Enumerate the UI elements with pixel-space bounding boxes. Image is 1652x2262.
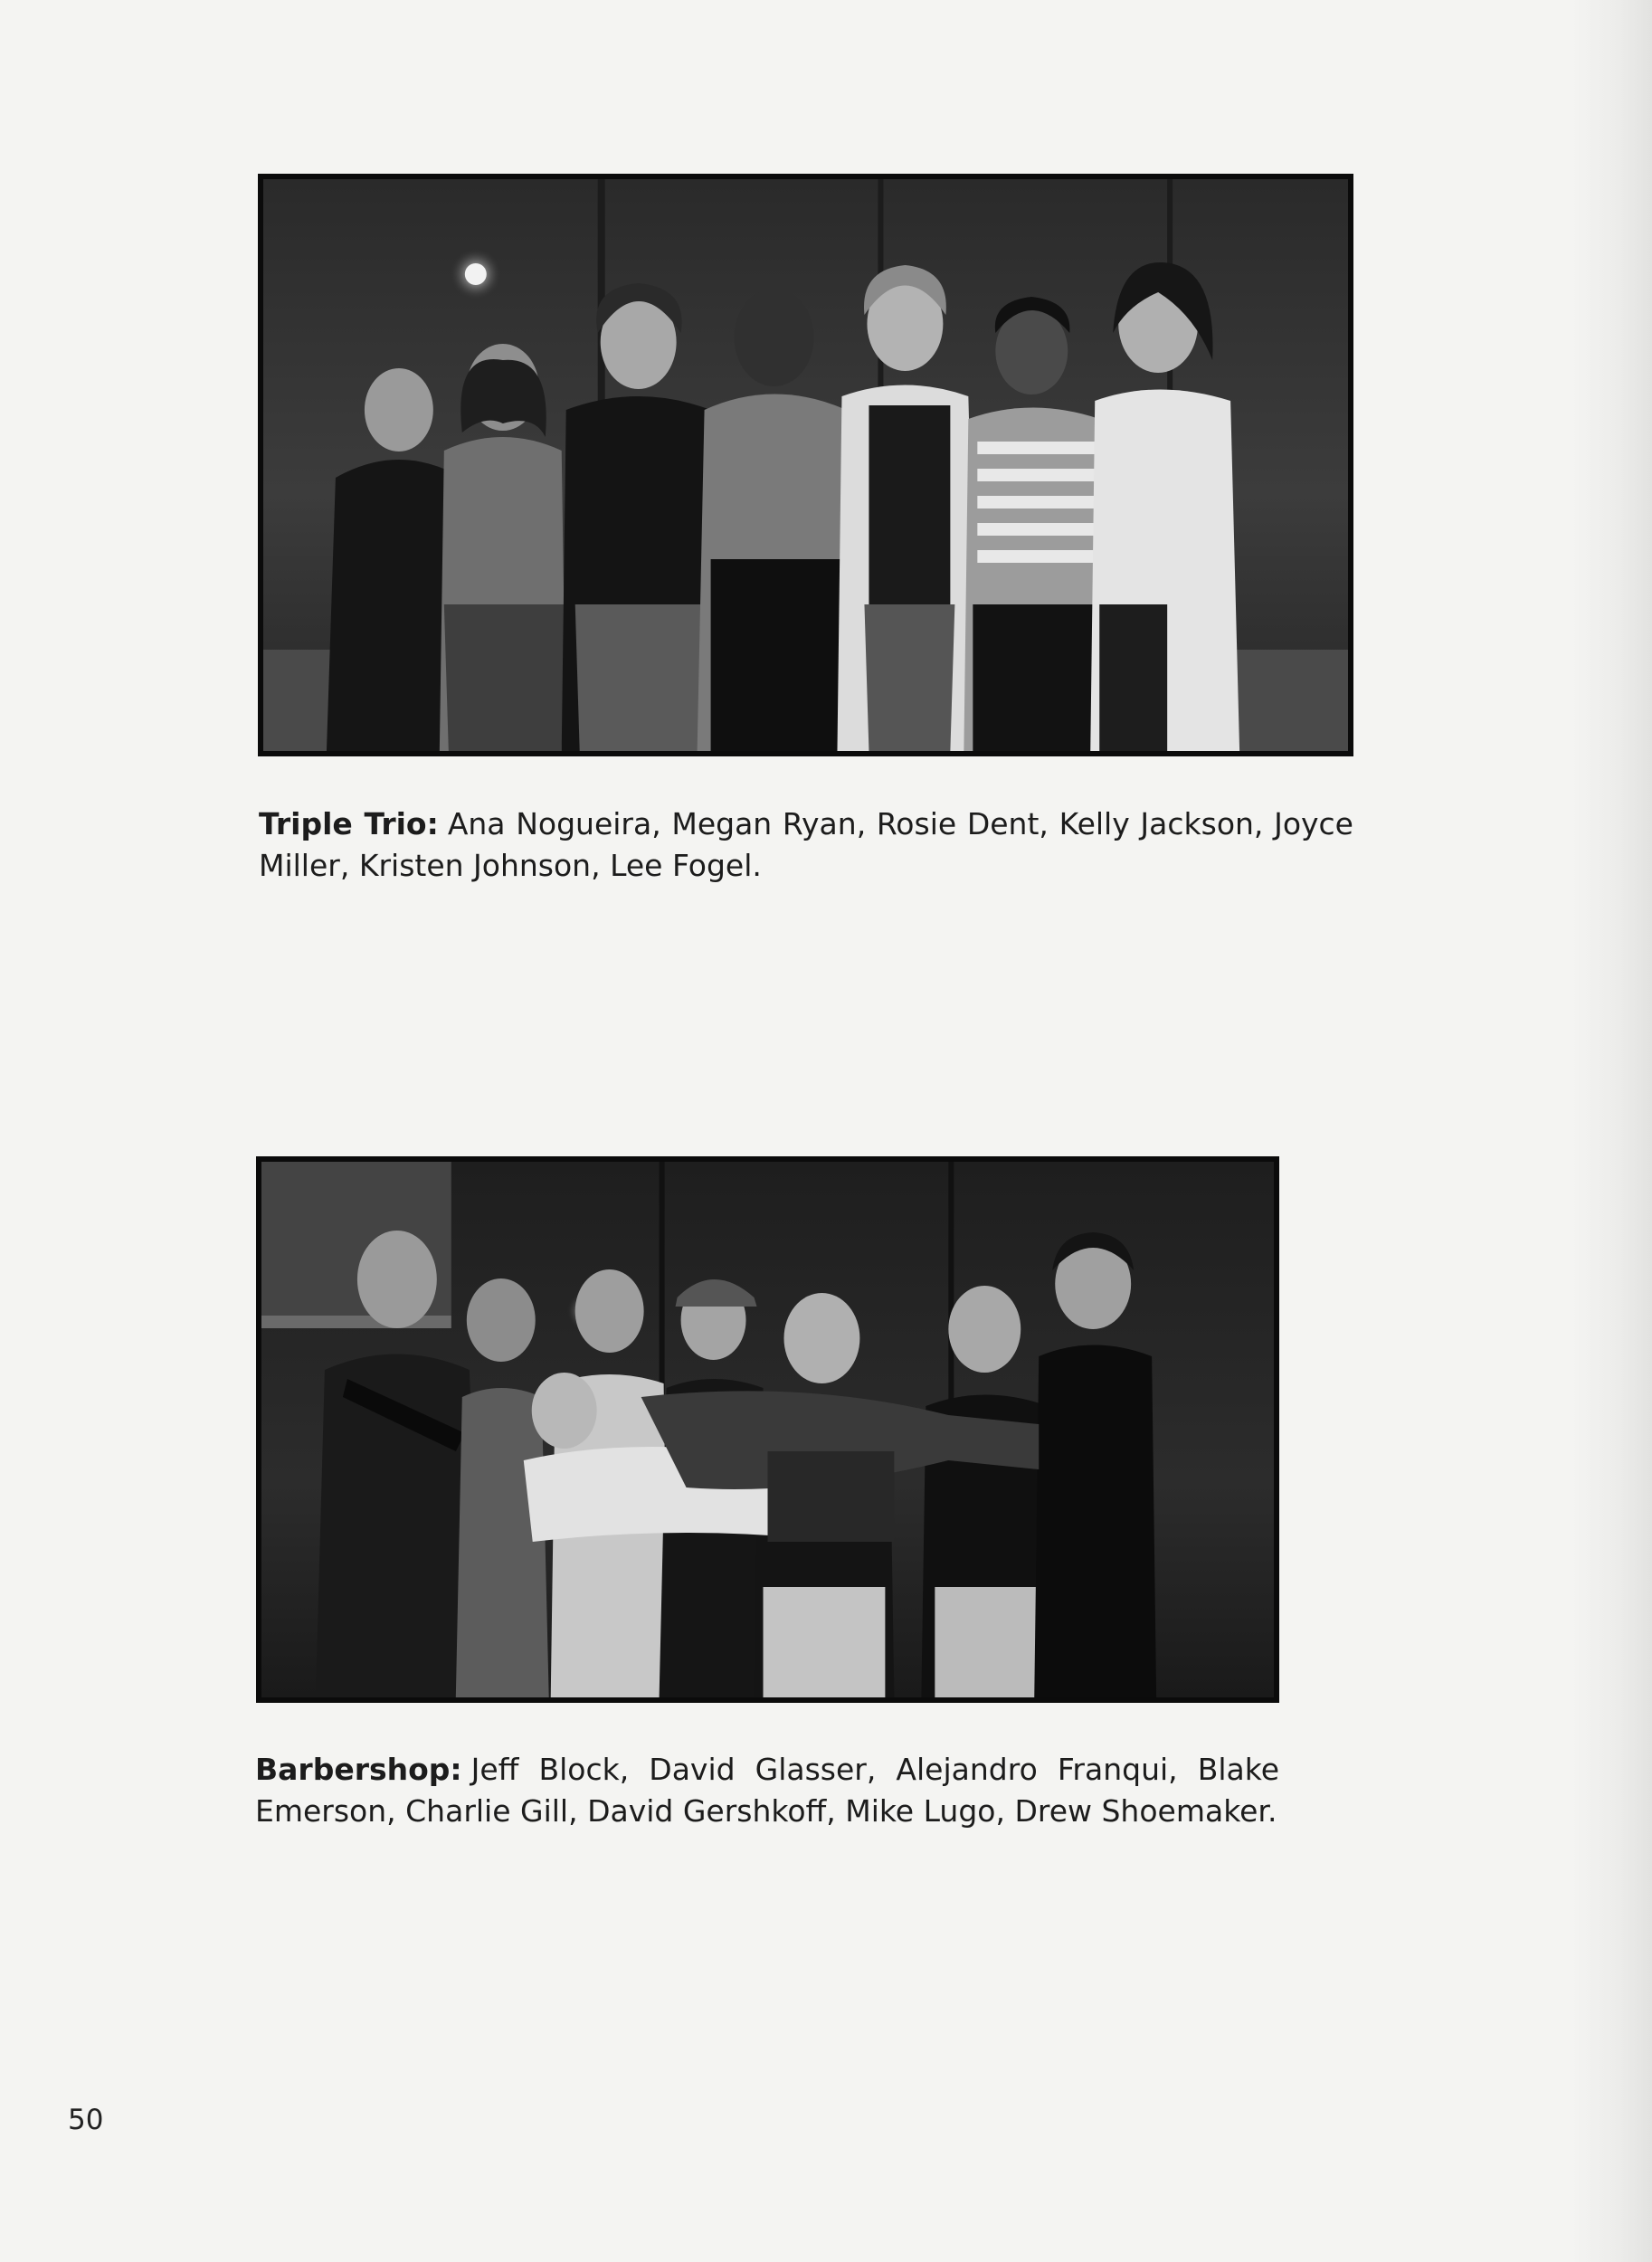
triple-trio-photo-image [263, 179, 1348, 751]
page-edge-shadow [1571, 0, 1652, 2262]
triple-trio-caption [259, 803, 1353, 887]
caption-group-members: Ana Nogueira, Megan Ryan, Rosie Dent, Kelly Jackson, Joyce Miller, Kristen Johnson, Lee Fogel. [259, 806, 1353, 883]
caption-group-members: Jeff Block, David Glasser, Alejandro Franqui, Blake Emerson, Charlie Gill, David Gershkoff, Mike Lugo, Drew Shoemaker. [255, 1752, 1279, 1829]
caption-group-title: Barbershop: [255, 1752, 462, 1787]
barbershop-photo [256, 1156, 1279, 1703]
barbershop-photo-image [261, 1162, 1274, 1697]
page-number: 50 [68, 2104, 104, 2136]
barbershop-caption [255, 1749, 1279, 1832]
triple-trio-photo [258, 174, 1353, 756]
caption-group-title: Triple Trio: [259, 806, 439, 841]
